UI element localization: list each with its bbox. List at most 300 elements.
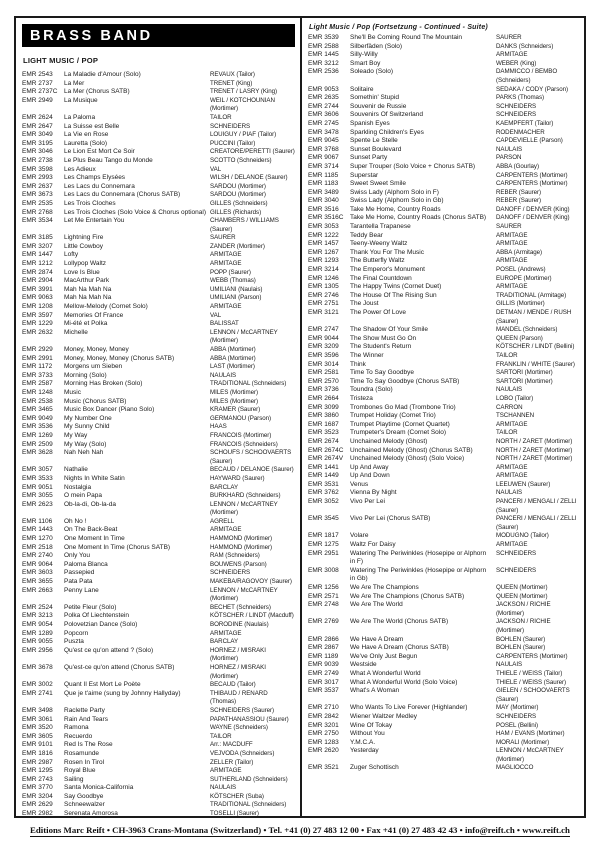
song-title: Les Lacs du Connemara (Chorus SATB) [64,191,181,199]
composer: BORODINE (Naulais) [210,621,269,628]
song-title: Nostalgia [64,483,92,491]
song-title: Silly-Willy [350,51,378,59]
emr-number: EMR 1447 [22,251,53,259]
song-title: Take Me Home, Country Roads [350,205,441,213]
emr-number: EMR 1229 [22,320,53,328]
emr-number: EMR 3770 [22,784,53,792]
emr-number: EMR 1275 [308,541,339,549]
composer: NAULAIS [496,386,523,394]
song-title: On The Back-Beat [64,526,118,534]
composer: TAILOR [210,113,232,121]
composer: SARDOU (Mortimer) [210,191,266,199]
composer: SEDAKA / CODY (Parson) [496,85,569,93]
composer: QUEEN (Mortimer) [496,584,548,591]
emr-number: EMR 9039 [308,661,339,669]
composer: NORTH / ZARET (Mortimer) [496,446,573,454]
emr-number: EMR 2509 [22,440,53,448]
catalog-row [308,438,581,447]
song-title: Mi-été et Polka [64,320,108,328]
emr-number: EMR 1817 [308,532,339,540]
emr-number: EMR 2624 [22,113,53,121]
song-title: Music Box Dancer (Piano Solo) [64,406,155,414]
composer: CARPENTERS (Mortimer) [496,180,568,188]
catalog-row [308,197,581,206]
composer: SARTORI (Mortimer) [496,377,553,385]
catalog-row [308,206,581,215]
composer: LOBO (Tailor) [496,394,534,402]
emr-number: EMR 2987 [22,758,53,766]
catalog-row [308,369,581,378]
composer: SCHNEIDERS [496,566,537,574]
catalog-row [22,217,296,234]
catalog-row [308,154,581,163]
catalog-row [308,670,581,679]
catalog-row [308,214,581,223]
song-title: La Mer [64,79,85,87]
emr-number: EMR 1449 [308,472,339,480]
composer: TOSELLI (Saurer) [210,810,259,816]
catalog-row [308,395,581,404]
emr-number: EMR 3533 [22,474,53,482]
song-title: Unchained Melody (Ghost) (Solo Voice) [350,455,465,463]
composer: JACKSON / RICHIE (Mortimer) [496,618,551,634]
catalog-row [22,518,296,527]
composer: QUEEN (Mortimer) [496,592,548,600]
catalog-row [22,561,296,570]
song-title: Westside [350,661,377,669]
catalog-row [308,447,581,456]
catalog-row [22,475,296,484]
composer: NAULAIS [496,489,523,497]
catalog-row [22,544,296,553]
song-title: Trumpet Playtime (Cornet Quartet) [350,420,450,428]
emr-number: EMR 2637 [22,182,53,190]
catalog-row [308,618,581,635]
emr-number: EMR 9045 [308,137,339,145]
song-title: Music [64,388,81,396]
catalog-row [308,747,581,764]
emr-number: EMR 2982 [22,810,53,816]
song-title: Michelle [64,328,88,336]
composer: RODENMACHER [496,128,545,136]
song-title: Mah Na Mah Na [64,285,112,293]
catalog-row [22,587,296,604]
catalog-row [22,501,296,518]
emr-number: EMR 3628 [22,449,53,457]
emr-number: EMR 3195 [22,139,53,147]
song-title: Venus [350,480,369,488]
composer: TRENET / LASRY (King) [210,88,278,96]
song-title: Volare [350,532,369,540]
song-title: The House Of The Rising Sun [350,291,437,299]
emr-number: EMR 9054 [22,621,53,628]
composer: BARCLAY [210,483,239,491]
emr-number: EMR 1172 [22,363,53,371]
composer: SCHNEIDERS [496,111,537,119]
song-title: Trumpeter's Dream (Cornet Solo) [350,429,446,437]
emr-number: EMR 3002 [22,681,53,689]
catalog-row [308,257,581,266]
song-title: Trumpet Holiday (Cornet Trio) [350,412,436,420]
song-title: The Emperor's Monument [350,266,425,274]
emr-number: EMR 2751 [308,300,339,308]
song-title: Le Lion Est Mort Ce Soir [64,148,135,156]
emr-number: EMR 2991 [22,354,53,362]
composer: LAST (Mortimer) [210,363,255,371]
song-title: The Student's Return [350,343,412,351]
catalog-row [308,86,581,95]
composer: WEBER (King) [496,59,537,67]
composer: HORNEZ / MISRAKI (Mortimer) [210,663,266,680]
emr-number: EMR 1248 [22,388,53,396]
composer: HAAS [210,423,227,431]
emr-number: EMR 3678 [22,663,53,671]
emr-number: EMR 2949 [22,96,53,104]
catalog-row [308,292,581,301]
catalog-row [308,489,581,498]
composer: ARMITAGE [210,526,242,534]
emr-number: EMR 3185 [22,234,53,242]
emr-number: EMR 1283 [308,738,339,746]
song-title: Souvenir de Russie [350,102,407,110]
emr-number: EMR 3099 [308,403,339,411]
catalog-row [22,466,296,475]
catalog-row [308,266,581,275]
song-title: Y.M.C.A. [350,738,376,746]
composer: GIELEN / SCHOOVAERTS (Saurer) [496,687,570,703]
catalog-row [22,535,296,544]
song-title: Up And Away [350,463,389,471]
composer: TAILOR [496,429,518,437]
emr-number: EMR 3046 [22,148,53,156]
composer: UMILIANI (Naulais) [210,285,263,293]
catalog-row [22,423,296,432]
song-title: Mah Na Mah Na [64,294,112,302]
song-title: La Suisse est Belle [64,122,120,130]
catalog-row [308,223,581,232]
emr-number: EMR 3860 [308,412,339,420]
composer: MODUGNO (Tailor) [496,532,549,540]
catalog-row [308,593,581,602]
catalog-row [308,249,581,258]
catalog-row [22,114,296,123]
emr-number: EMR 3061 [22,715,53,723]
section-title-continued: Light Music / Pop (Fortsetzung - Continued - Suite) [309,24,488,31]
song-title: Take Me Home, Country Roads (Chorus SATB) [350,214,487,222]
emr-number: EMR 3516 [308,205,339,213]
catalog-row [22,346,296,355]
composer: VAL [210,311,222,319]
composer: HAMMOND (Mortimer) [210,535,272,543]
catalog-row [22,569,296,578]
catalog-row [308,94,581,103]
emr-number: EMR 1185 [308,171,339,179]
emr-number: EMR 2623 [22,500,53,508]
song-title: Les Adieux [64,165,96,173]
catalog-row [308,232,581,241]
composer: LENNON / McCARTNEY (Mortimer) [210,500,278,517]
emr-number: EMR 9044 [308,334,339,342]
song-title: We Are The Champions [350,584,419,591]
composer: SUTHERLAND (Schneiders) [210,775,288,783]
song-title: Unchained Melody (Ghost) (Chorus SATB) [350,446,473,454]
composer: FRANKLIN / WHITE (Saurer) [496,360,575,368]
composer: FRANCOIS (Schneiders) [210,440,278,448]
song-title: Royal Blue [64,767,96,775]
song-title: Sunset Party [350,154,388,162]
footer-website-link[interactable]: www.reift.ch [522,825,570,835]
catalog-row [308,661,581,670]
emr-number: EMR 3537 [308,687,339,695]
composer: ARMITAGE [496,257,528,265]
emr-number: EMR 3207 [22,242,53,250]
song-title: Superstar [350,171,379,179]
emr-number: EMR 1687 [308,420,339,428]
emr-number: EMR 3057 [22,466,53,474]
footer-contact-text: Editions Marc Reift • CH-3963 Crans-Montana (Switzerland) • Tel. +41 (0) 27 483 12 00 • Fax +41 (0) 27 483 42 43 • [30,825,465,835]
emr-number: EMR 2570 [308,377,339,385]
emr-number: EMR 3655 [22,578,53,586]
catalog-row [22,303,296,312]
composer: BARCLAY [210,638,239,646]
catalog-row [308,386,581,395]
catalog-row [308,730,581,739]
emr-number: EMR 1289 [22,629,53,637]
emr-number: EMR 1246 [308,274,339,282]
catalog-row [22,251,296,260]
catalog-row [22,312,296,321]
catalog-row [22,398,296,407]
right-rows [308,34,581,773]
song-title: Memories Of France [64,311,124,319]
song-title: Recuerdo [64,732,93,740]
composer: ARMITAGE [210,251,242,259]
emr-number: EMR 2710 [308,704,339,712]
catalog-row [22,733,296,742]
emr-number: EMR 3498 [22,706,53,714]
emr-number: EMR 2664 [308,394,339,402]
composer: PUCCINI (Tailor) [210,139,256,147]
composer: KÖTSCHER / LINDT (Bellini) [496,343,575,351]
song-title: The Power Of Love [350,309,406,316]
catalog-row [308,739,581,748]
song-title: Lollypop Waltz [64,260,107,268]
song-title: Swiss Lady (Alphorn Solo in Gb) [350,197,444,205]
composer: KAEMPFERT (Tailor) [496,119,554,127]
catalog-row [308,550,581,567]
composer: DANOFF / DENVER (King) [496,214,570,222]
emr-number: EMR 2635 [308,94,339,102]
composer: ARMITAGE [210,767,242,775]
composer: SCHOUFS / SCHOOVAERTS (Saurer) [210,449,292,465]
composer: WEIL / KOTCHOUNIAN (Mortimer) [210,96,275,113]
catalog-row [22,148,296,157]
emr-number: EMR 3673 [22,191,53,199]
emr-number: EMR 3714 [308,162,339,170]
composer: POSEL (Bellini) [496,721,539,729]
composer: BALISSAT [210,320,239,328]
catalog-row [22,191,296,200]
catalog-row [22,320,296,329]
composer: DETMAN / MENDE / RUSH (Saurer) [496,309,572,325]
catalog-row [22,234,296,243]
catalog-row [22,810,296,816]
song-title: Les Lacs du Connemara [64,182,135,190]
catalog-row [22,724,296,733]
song-title: Spanish Eyes [350,119,390,127]
catalog-row [308,481,581,490]
composer: ARMITAGE [210,303,242,311]
catalog-row [308,180,581,189]
emr-number: EMR 2737C [22,88,58,96]
song-title: MacArthur Park [64,277,110,285]
song-title: Qu'est-ce qu'on attend (Chorus SATB) [64,663,175,671]
song-title: La Musique [64,96,98,104]
song-title: Serenata Amorosa [64,810,118,816]
composer: SCHNEIDERS [496,549,537,557]
composer: BECAUD / DELANOE (Saurer) [210,466,294,474]
song-title: Lofty [64,251,79,259]
catalog-row [22,380,296,389]
emr-number: EMR 2571 [308,592,339,600]
emr-number: EMR 1270 [22,535,53,543]
composer: PARSON [496,154,522,162]
song-title: Polka Of Liechtenstein [64,612,130,620]
catalog-row [308,300,581,309]
composer: Arr.: MACDUFF [210,741,253,749]
song-title: Que je t'aime (sung by Johnny Hallyday) [64,689,181,697]
catalog-row [308,275,581,284]
composer: NORTH / ZARET (Mortimer) [496,437,573,445]
composer: LENNON / McCARTNEY (Mortimer) [496,747,564,763]
composer: BOHLEN (Saurer) [496,635,546,643]
catalog-row [308,68,581,85]
composer: BECAUD (Tailor) [210,681,256,689]
catalog-row [308,515,581,532]
catalog-row [308,352,581,361]
emr-number: EMR 2737 [22,79,53,87]
composer: ARMITAGE [496,283,528,291]
composer: ABBA (Mortimer) [210,346,256,353]
composer: ABBA (Armitage) [496,248,543,256]
composer: CARPENTERS (Mortimer) [496,171,568,179]
composer: DANOFF / DENVER (King) [496,205,570,213]
composer: ARMITAGE [496,472,528,480]
section-title-light-music-pop: LIGHT MUSIC / POP [23,56,99,65]
song-title: The Winner [350,351,384,359]
catalog-row [308,343,581,352]
emr-number: EMR 2956 [22,646,53,654]
left-column [16,18,300,816]
song-title: Love Is Blue [64,268,100,276]
song-title: Petite Fleur (Solo) [64,603,117,611]
catalog-row [22,140,296,149]
song-title: Santa Monica-California [64,784,134,792]
song-title: Spente Le Stelle [350,137,398,145]
composer: SARTORI (Mortimer) [496,369,553,377]
song-title: We Are The Champions (Chorus SATB) [350,592,465,600]
emr-number: EMR 3596 [308,351,339,359]
song-title: Only You [64,552,91,560]
catalog-row [308,713,581,722]
emr-number: EMR 9051 [22,483,53,491]
emr-number: EMR 2748 [308,601,339,609]
composer: HAYWARD (Saurer) [210,474,265,482]
catalog-row [22,767,296,776]
song-title: Wine Of Tokay [350,721,393,729]
emr-number: EMR 2629 [22,801,53,809]
composer: THIBAUD / RENARD (Thomas) [210,689,268,706]
catalog-row [308,129,581,138]
composer: NAULAIS [496,661,523,669]
emr-number: EMR 2750 [308,730,339,738]
catalog-row [22,784,296,793]
composer: NAULAIS [496,145,523,153]
composer: REBER (Saurer) [496,188,542,196]
composer: MILES (Mortimer) [210,397,259,405]
song-title: Let Me Entertain You [64,217,125,225]
catalog-row [308,498,581,515]
footer-email-link[interactable]: info@reift.ch [464,825,515,835]
song-title: What's A Woman [350,687,400,695]
catalog-row [22,174,296,183]
song-title: My Number One [64,414,112,422]
catalog-row [308,472,581,481]
song-title: Les Trois Cloches (Solo Voice & Chorus optional) [64,208,206,216]
song-title: Les Champs Elysées [64,174,126,182]
catalog-row [22,415,296,424]
song-title: Penny Lane [64,586,99,594]
catalog-row [308,584,581,593]
emr-number: EMR 1183 [308,180,339,188]
catalog-row [22,604,296,613]
composer: THIELE / WEISS (Tailor) [496,669,563,677]
composer: PAPATHANASSIOU (Saurer) [210,715,289,723]
composer: SCHNEIDERS [496,712,537,720]
emr-number: EMR 3052 [308,498,339,506]
emr-number: EMR 9101 [22,741,53,749]
emr-number: EMR 2674C [308,446,344,454]
song-title: Rosamunde [64,749,100,757]
song-title: One Moment In Time (Chorus SATB) [64,543,171,551]
emr-number: EMR 3545 [308,515,339,523]
emr-number: EMR 1816 [22,749,53,757]
catalog-row [308,421,581,430]
catalog-row [308,464,581,473]
emr-number: EMR 2744 [308,102,339,110]
emr-number: EMR 3991 [22,285,53,293]
composer: MORALI (Mortimer) [496,738,550,746]
composer: BOHLEN (Saurer) [496,644,546,652]
emr-number: EMR 3733 [22,371,53,379]
emr-number: EMR 1295 [22,767,53,775]
composer: MAY (Mortimer) [496,704,539,712]
emr-number: EMR 1443 [22,526,53,534]
song-title: We Are The World [350,601,403,609]
emr-number: EMR 3736 [308,386,339,394]
composer: DAMMICCO / BEMBO (Schneiders) [496,68,558,84]
composer: GILLES (Richards) [210,208,262,216]
catalog-row [22,750,296,759]
song-title: Qu'est ce qu'on attend ? (Solo) [64,646,154,654]
catalog-row [22,286,296,295]
composer: SCOTTO (Schneiders) [210,156,272,164]
composer: GERMANOU (Parson) [210,414,272,422]
composer: ARMITAGE [496,463,528,471]
catalog-row [22,492,296,501]
composer: NAULAIS [210,784,237,792]
brass-band-title: BRASS BAND [30,27,153,44]
